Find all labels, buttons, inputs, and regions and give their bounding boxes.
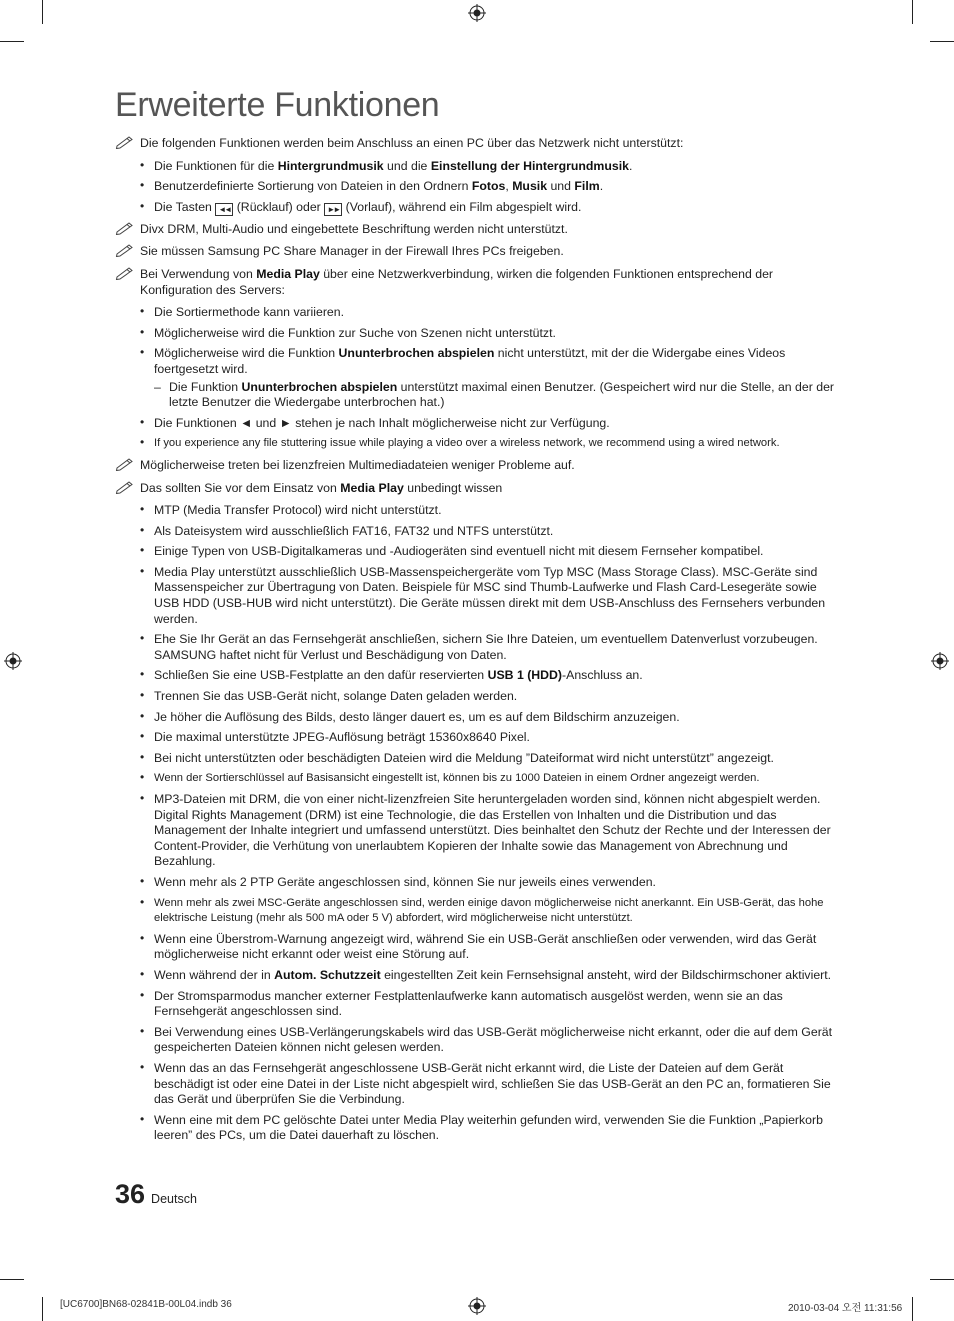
text: Die Funktion xyxy=(169,379,242,394)
note-text: Sie müssen Samsung PC Share Manager in der Firewall Ihres PCs freigeben. xyxy=(140,244,564,259)
list-item: • Wenn eine mit dem PC gelöschte Datei unter Media Play weiterhin gefunden wird, verwenden Sie die Funktion „Papierkorb leeren” des PCs, um die Datei dauerhaft zu löschen. xyxy=(115,1113,840,1144)
page-footer xyxy=(115,1179,197,1210)
note-text: Die folgenden Funktionen werden beim Anschluss an einen PC über das Netzwerk nicht unterstützt: xyxy=(140,136,684,150)
list-item xyxy=(115,668,840,684)
list-item: • Je höher die Auflösung des Bilds, desto länger dauert es, um es auf dem Bildschirm anzuzeigen. xyxy=(115,710,840,726)
note xyxy=(115,136,840,152)
list-item xyxy=(115,346,840,410)
list-item: • Trennen Sie das USB-Gerät nicht, solange Daten geladen werden. xyxy=(115,689,840,705)
crop-mark xyxy=(0,41,24,42)
list-item: • Wenn das an das Fernsehgerät angeschlossene USB-Gerät nicht erkannt wird, die Liste der Dateien auf dem Gerät beschädigt ist oder eine Datei in der Liste nicht abgespielt wird, schließen Sie das USB-Gerät an den PC an, formatieren Sie das Gerät und überprüfen Sie die Verbindung. xyxy=(115,1061,840,1108)
bold-term: Ununterbrochen abspielen xyxy=(241,379,398,394)
text: unbedingt wissen xyxy=(403,480,503,495)
list-item: • Die Funktionen ◄ und ► stehen je nach Inhalt möglicherweise nicht zur Verfügung. xyxy=(115,416,840,432)
registration-mark-icon xyxy=(468,1297,486,1315)
list-item xyxy=(115,968,840,984)
note xyxy=(115,222,840,238)
bold-term: Film xyxy=(574,179,600,194)
pencil-note-icon xyxy=(115,243,135,257)
text: Wenn während der in xyxy=(154,967,275,982)
list-item: • Bei Verwendung eines USB-Verlängerungskabels wird das USB-Gerät möglicherweise nicht erkannt, oder die auf dem Gerät gespeicherten Dateien können nicht gelesen werden. xyxy=(115,1025,840,1056)
bold-term: Fotos xyxy=(471,179,506,194)
list-item: • Wenn mehr als zwei MSC-Geräte angeschlossen sind, werden einige davon möglicherweise nicht anerkannt. Ein USB-Gerät, das hohe elektrische Leistung (mehr als 500 mA oder 5 V) abfordert, wird möglicherweise nicht unterstützt. xyxy=(115,896,840,927)
bullet-list xyxy=(115,503,840,1144)
bullet-list xyxy=(115,159,840,216)
list-item: • Die Sortiermethode kann variieren. xyxy=(115,305,840,321)
bold-term: Ununterbrochen abspielen xyxy=(338,346,495,361)
list-item xyxy=(115,159,840,175)
registration-mark-icon xyxy=(468,4,486,22)
text: nicht unterstützt, mit der die Widergabe eines Videos foertgesetzt wird. xyxy=(154,346,786,376)
list-item: • MTP (Media Transfer Protocol) wird nicht unterstützt. xyxy=(115,503,840,519)
text: (Rücklauf) oder xyxy=(233,199,325,214)
pencil-note-icon xyxy=(115,457,135,471)
content xyxy=(115,136,840,1150)
fast-forward-icon: ►► xyxy=(324,203,342,216)
text: über eine Netzwerkverbindung, wirken die folgenden Funktionen entsprechend der Konfiguration des Servers: xyxy=(140,266,774,297)
crop-mark xyxy=(912,0,913,24)
text: Das sollten Sie vor dem Einsatz von xyxy=(140,480,341,495)
text: und xyxy=(547,179,575,194)
note xyxy=(115,458,840,474)
list-item: • Möglicherweise wird die Funktion zur Suche von Szenen nicht unterstützt. xyxy=(115,326,840,342)
list-item: • Als Dateisystem wird ausschließlich FAT16, FAT32 und NTFS unterstützt. xyxy=(115,524,840,540)
page-title: Erweiterte Funktionen xyxy=(115,86,440,124)
list-item: • Ehe Sie Ihr Gerät an das Fernsehgerät anschließen, sichern Sie Ihre Dateien, um eventuellem Datenverlust vorzubeugen. SAMSUNG haftet nicht für Verlust und Beschädigung von Daten. xyxy=(115,632,840,663)
print-slug-date: 2010-03-04 오전 11:31:56 xyxy=(788,1303,903,1314)
list-item: • Wenn mehr als 2 PTP Geräte angeschlossen sind, können Sie nur jeweils eines verwenden. xyxy=(115,875,840,891)
text: Bei Verwendung von xyxy=(140,266,257,281)
text: , xyxy=(505,179,513,194)
text: eingestellten Zeit kein Fernsehsignal ansteht, wird der Bildschirmschoner aktiviert. xyxy=(380,967,832,982)
text: unterstützt maximal einen Benutzer. (Gespeichert wird nur die Stelle, an der der letzte Benutzer die Wiedergabe unterbrochen hat.) xyxy=(169,379,835,410)
text: . xyxy=(628,158,633,173)
crop-mark xyxy=(930,41,954,42)
list-item: • Einige Typen von USB-Digitalkameras und -Audiogeräten sind eventuell nicht mit diesem Fernseher kompatibel. xyxy=(115,544,840,560)
bold-term: Autom. Schutzzeit xyxy=(274,967,381,982)
note xyxy=(115,244,840,260)
text: Die Funktionen für die xyxy=(154,158,278,173)
text: Schließen Sie eine USB-Festplatte an den dafür reservierten xyxy=(154,668,488,683)
bold-term: USB 1 (HDD) xyxy=(487,668,563,683)
page-language: Deutsch xyxy=(151,1192,197,1206)
bullet-list xyxy=(115,305,840,452)
list-item: • Die maximal unterstützte JPEG-Auflösung beträgt 15360x8640 Pixel. xyxy=(115,730,840,746)
crop-mark xyxy=(912,1297,913,1321)
list-item: • If you experience any file stuttering issue while playing a video over a wireless network, we recommend using a wired network. xyxy=(115,436,840,452)
print-slug-file: [UC6700]BN68-02841B-00L04.indb 36 xyxy=(60,1299,232,1310)
rewind-icon: ◄◄ xyxy=(215,203,233,216)
crop-mark xyxy=(42,0,43,24)
text: Die Tasten xyxy=(154,199,216,214)
crop-mark xyxy=(42,1297,43,1321)
registration-mark-icon xyxy=(931,652,949,670)
list-item: • Bei nicht unterstützten oder beschädigten Dateien wird die Meldung ”Dateiformat wird nicht unterstützt” angezeigt. xyxy=(115,751,840,767)
bold-term: Einstellung der Hintergrundmusik xyxy=(430,158,629,173)
text: Benutzerdefinierte Sortierung von Dateien in den Ordnern xyxy=(154,179,472,194)
text: (Vorlauf), während ein Film abgespielt wird. xyxy=(342,199,582,214)
list-item: • Media Play unterstützt ausschließlich USB-Massenspeichergeräte vom Typ MSC (Mass Storage Class). MSC-Geräte sind Massenspeicher zur Übertragung von Daten. Beispiele für MSC sind Thumb-Laufwerke und Flash Card-Lesegeräte sowie USB HDD (USB-HUB wird nicht unterstützt). Die Geräte müssen direkt mit dem USB-Anschluss des Fernsehers verbunden werden. xyxy=(115,565,840,627)
sub-item xyxy=(154,380,840,411)
crop-mark xyxy=(0,1279,24,1280)
list-item xyxy=(115,200,840,216)
text: . xyxy=(599,179,604,194)
pencil-note-icon xyxy=(115,221,135,235)
text: und die xyxy=(383,158,431,173)
page-number: 36 xyxy=(115,1179,146,1209)
pencil-note-icon xyxy=(115,266,135,280)
note-text: Divx DRM, Multi-Audio und eingebettete Beschriftung werden nicht unterstützt. xyxy=(140,221,568,236)
list-item: • MP3-Dateien mit DRM, die von einer nicht-lizenzfreien Site heruntergeladen worden sind, können nicht abgespielt werden. Digital Rights Management (DRM) ist eine Technologie, die das Erstellen von Inhalten und die Distribution und das Management der Inhalte integriert und umfassend unterstützt. Dies beinhaltet den Schutz der Rechte und der Interessen der Content-Provider, die Verhütung von unerlaubtem Kopieren der Inhalte sowie das Management von Abrechnung und Bezahlung. xyxy=(115,792,840,870)
crop-mark xyxy=(930,1279,954,1280)
text: -Anschluss an. xyxy=(562,668,643,683)
pencil-note-icon xyxy=(115,480,135,494)
registration-mark-icon xyxy=(4,652,22,670)
pencil-note-icon xyxy=(115,135,135,149)
list-item: • Der Stromsparmodus mancher externer Festplattenlaufwerke kann automatisch ausgelöst werden, wenn sie an das Fernsehgerät angeschlossen sind. xyxy=(115,989,840,1020)
note xyxy=(115,267,840,298)
text: Möglicherweise wird die Funktion xyxy=(154,346,339,361)
bold-term: Musik xyxy=(512,179,548,194)
bold-term: Hintergrundmusik xyxy=(277,158,384,173)
note xyxy=(115,481,840,497)
list-item: • Wenn der Sortierschlüssel auf Basisansicht eingestellt ist, können bis zu 1000 Dateien in einem Ordner angezeigt werden. xyxy=(115,771,840,787)
note-text: Möglicherweise treten bei lizenzfreien Multimediadateien weniger Probleme auf. xyxy=(140,457,575,472)
bold-term: Media Play xyxy=(340,480,404,495)
list-item xyxy=(115,179,840,195)
list-item: • Wenn eine Überstrom-Warnung angezeigt wird, während Sie ein USB-Gerät anschließen oder verwenden, wird das Gerät möglicherweise nicht erkannt oder weist eine Störung auf. xyxy=(115,932,840,963)
bold-term: Media Play xyxy=(256,266,320,281)
